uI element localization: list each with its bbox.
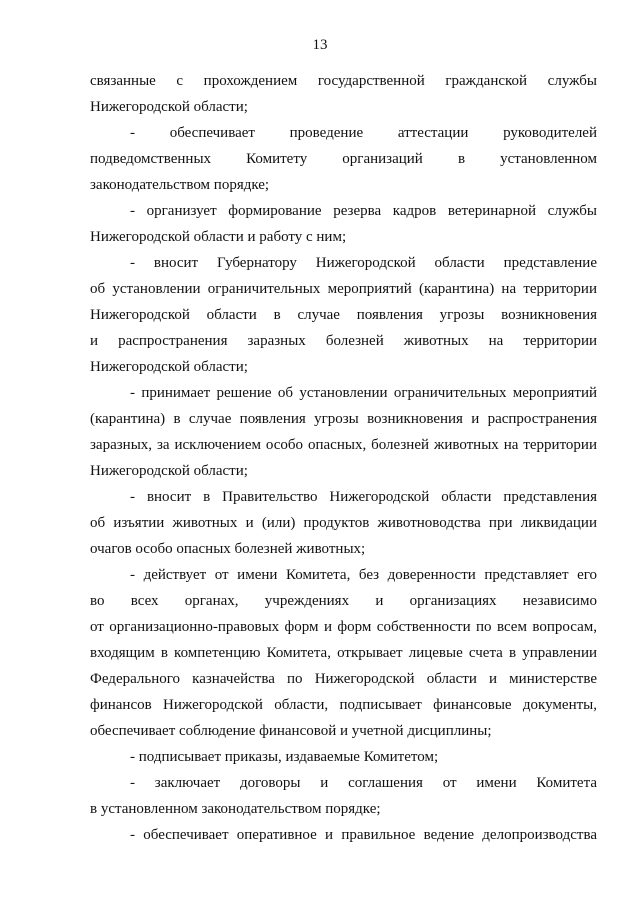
text-line: Нижегородской области;: [90, 359, 248, 375]
text-line: Нижегородской области;: [90, 99, 248, 115]
text-line: (карантина) в случае появления угрозы возникновения и распространения: [90, 411, 597, 427]
text-line: очагов особо опасных болезней животных;: [90, 541, 366, 557]
text-line: входящим в компетенцию Комитета, открывает лицевые счета в управлении: [90, 645, 597, 661]
text-line: - обеспечивает проведение аттестации руководителей: [130, 125, 597, 141]
text-line: об установлении ограничительных мероприятий (карантина) на территории: [90, 281, 597, 297]
document-body: [90, 68, 597, 848]
text-line: подведомственных Комитету организаций в установленном: [90, 151, 597, 167]
text-line: финансов Нижегородской области, подписывает финансовые документы,: [90, 697, 597, 713]
text-line: заразных, за исключением особо опасных, болезней животных на территории: [90, 437, 597, 453]
text-line: в установленном законодательством порядке;: [90, 801, 381, 817]
page-number: 13: [312, 37, 328, 53]
text-line: обеспечивает соблюдение финансовой и учетной дисциплины;: [90, 723, 492, 739]
text-line: Нижегородской области и работу с ним;: [90, 229, 347, 245]
text-line: - принимает решение об установлении ограничительных мероприятий: [130, 385, 597, 401]
text-line: - организует формирование резерва кадров ветеринарной службы: [130, 203, 597, 219]
text-line: - вносит Губернатору Нижегородской области представление: [130, 255, 597, 271]
text-line: - подписывает приказы, издаваемые Комитетом;: [130, 749, 439, 765]
text-line: об изъятии животных и (или) продуктов животноводства при ликвидации: [90, 515, 597, 531]
text-line: от организационно-правовых форм и форм собственности по всем вопросам,: [90, 619, 597, 635]
text-line: во всех органах, учреждениях и организациях независимо: [90, 593, 597, 609]
text-line: законодательством порядке;: [90, 177, 270, 193]
text-line: и распространения заразных болезней животных на территории: [90, 333, 597, 349]
text-line: - вносит в Правительство Нижегородской области представления: [130, 489, 597, 505]
text-line: Нижегородской области в случае появления угрозы возникновения: [90, 307, 597, 323]
text-line: связанные с прохождением государственной гражданской службы: [90, 73, 597, 89]
text-line: - заключает договоры и соглашения от имени Комитета: [130, 775, 597, 791]
text-line: - действует от имени Комитета, без доверенности представляет его: [130, 567, 597, 583]
text-line: - обеспечивает оперативное и правильное ведение делопроизводства: [130, 827, 597, 843]
text-line: Нижегородской области;: [90, 463, 248, 479]
text-line: Федерального казначейства по Нижегородской области и министерстве: [90, 671, 597, 687]
